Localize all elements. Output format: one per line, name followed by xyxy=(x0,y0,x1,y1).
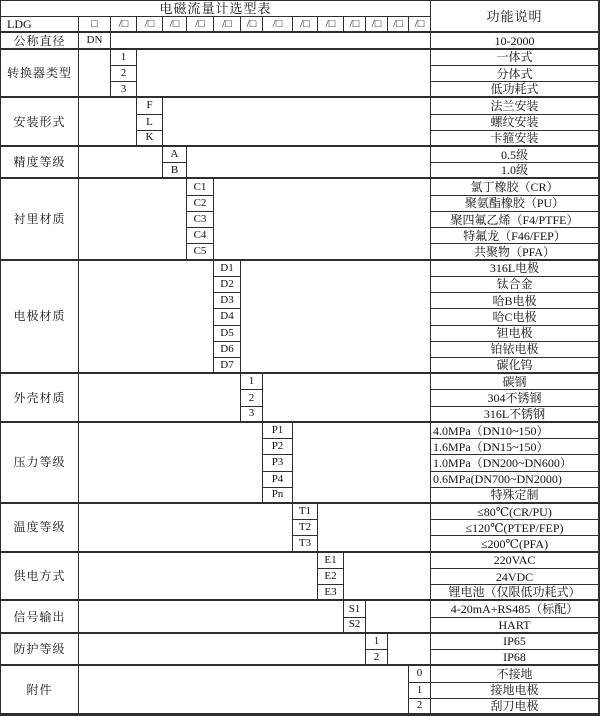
section-label: 防护等级 xyxy=(1,634,79,666)
description-cell: 不接地 xyxy=(431,666,599,682)
filler-cell xyxy=(79,147,163,179)
code-placeholder-cell: □ xyxy=(79,17,111,33)
code-cell: E2 xyxy=(318,569,344,585)
code-cell: 1 xyxy=(111,50,137,66)
description-cell: 316L电极 xyxy=(431,261,599,277)
code-cell: D5 xyxy=(214,326,241,342)
section-label: 温度等级 xyxy=(1,504,79,553)
filler-cell xyxy=(79,601,344,633)
description-cell: 一体式 xyxy=(431,50,599,66)
section-label: 压力等级 xyxy=(1,423,79,504)
description-cell: ≤80℃(CR/PU) xyxy=(431,504,599,520)
section-label: 信号输出 xyxy=(1,601,79,633)
code-cell: Pn xyxy=(263,488,293,504)
code-placeholder-cell: /□ xyxy=(293,17,318,33)
code-cell: 2 xyxy=(409,699,431,715)
code-cell: DN xyxy=(79,33,111,49)
description-cell: 特殊定制 xyxy=(431,488,599,504)
description-cell: 螺纹安装 xyxy=(431,115,599,131)
code-cell: K xyxy=(137,131,163,147)
code-cell: C1 xyxy=(187,179,214,195)
description-cell: 钛合金 xyxy=(431,277,599,293)
description-cell: 316L不锈钢 xyxy=(431,407,599,423)
code-cell: 2 xyxy=(241,390,263,406)
code-cell: 1 xyxy=(366,634,388,650)
code-cell: P3 xyxy=(263,455,293,471)
code-cell: E1 xyxy=(318,553,344,569)
code-placeholder-cell: /□ xyxy=(409,17,431,33)
code-cell: S1 xyxy=(344,601,366,617)
description-cell: 0.6MPa(DN700~DN2000) xyxy=(431,472,599,488)
code-placeholder-cell: /□ xyxy=(111,17,137,33)
description-cell: 碳钢 xyxy=(431,374,599,390)
code-placeholder-cell: /□ xyxy=(344,17,366,33)
description-cell: 接地电极 xyxy=(431,683,599,699)
description-cell: 锂电池（仅限低功耗式） xyxy=(431,585,599,601)
filler-cell xyxy=(79,553,318,602)
section-label: 电极材质 xyxy=(1,261,79,375)
code-cell: C5 xyxy=(187,244,214,260)
filler-cell xyxy=(79,374,241,423)
code-cell: 1 xyxy=(409,683,431,699)
code-cell: T3 xyxy=(293,536,318,552)
description-cell: 铂铱电极 xyxy=(431,342,599,358)
filler-cell xyxy=(366,601,431,633)
description-cell: 4.0MPa（DN10~150） xyxy=(431,423,599,439)
section-label: 衬里材质 xyxy=(1,179,79,260)
filler-cell xyxy=(293,423,431,504)
filler-cell xyxy=(163,98,431,147)
filler-cell xyxy=(79,423,263,504)
filler-cell xyxy=(79,179,187,260)
code-cell: 2 xyxy=(111,66,137,82)
filler-cell xyxy=(344,553,431,602)
filler-cell xyxy=(111,33,431,49)
section-label: 转换器类型 xyxy=(1,50,79,99)
filler-cell xyxy=(79,261,214,375)
description-cell: 钽电极 xyxy=(431,326,599,342)
code-cell: P1 xyxy=(263,423,293,439)
filler-cell xyxy=(79,98,137,147)
description-cell: ≤120℃(PTEP/FEP) xyxy=(431,520,599,536)
description-cell: IP68 xyxy=(431,650,599,666)
code-placeholder-cell: /□ xyxy=(241,17,263,33)
description-cell: 刮刀电极 xyxy=(431,699,599,715)
description-cell: 220VAC xyxy=(431,553,599,569)
filler-cell xyxy=(79,50,111,99)
code-cell: A xyxy=(163,147,187,163)
filler-cell xyxy=(137,50,431,99)
description-cell: 4-20mA+RS485（标配） xyxy=(431,601,599,617)
description-cell: 共聚物（PFA） xyxy=(431,244,599,260)
filler-cell xyxy=(79,504,293,553)
section-label: 安装形式 xyxy=(1,98,79,147)
description-cell: ≤200℃(PFA) xyxy=(431,536,599,552)
description-cell: 聚氨酯橡胶（PU） xyxy=(431,196,599,212)
code-placeholder-cell: /□ xyxy=(263,17,293,33)
code-placeholder-cell: /□ xyxy=(163,17,187,33)
description-cell: 哈C电极 xyxy=(431,309,599,325)
code-cell: E3 xyxy=(318,585,344,601)
description-cell: 卡箍安装 xyxy=(431,131,599,147)
description-cell: 1.6MPa（DN15~150） xyxy=(431,439,599,455)
description-cell: 10-2000 xyxy=(431,33,599,49)
description-cell: 24VDC xyxy=(431,569,599,585)
code-cell: S2 xyxy=(344,618,366,634)
filler-cell xyxy=(241,261,431,375)
filler-cell xyxy=(388,634,431,666)
code-cell: P4 xyxy=(263,472,293,488)
code-cell: T2 xyxy=(293,520,318,536)
description-cell: 碳化钨 xyxy=(431,358,599,374)
code-cell: D3 xyxy=(214,293,241,309)
description-cell: 1.0MPa（DN200~DN600） xyxy=(431,455,599,471)
section-label: 外壳材质 xyxy=(1,374,79,423)
description-cell: 304不锈钢 xyxy=(431,390,599,406)
section-label: 公称直径 xyxy=(1,33,79,49)
filler-cell xyxy=(318,504,431,553)
code-cell: L xyxy=(137,115,163,131)
description-cell: IP65 xyxy=(431,634,599,650)
code-placeholder-cell: /□ xyxy=(388,17,409,33)
code-placeholder-cell: /□ xyxy=(318,17,344,33)
code-cell: F xyxy=(137,98,163,114)
code-cell: 0 xyxy=(409,666,431,682)
description-cell: 1.0级 xyxy=(431,163,599,179)
filler-cell xyxy=(79,666,409,715)
filler-cell xyxy=(79,634,366,666)
code-cell: 2 xyxy=(366,650,388,666)
code-cell: P2 xyxy=(263,439,293,455)
function-column-header: 功能说明 xyxy=(431,1,599,33)
description-cell: 法兰安装 xyxy=(431,98,599,114)
description-cell: 低功耗式 xyxy=(431,82,599,98)
code-cell: C2 xyxy=(187,196,214,212)
code-cell: B xyxy=(163,163,187,179)
filler-cell xyxy=(263,374,431,423)
code-cell: D2 xyxy=(214,277,241,293)
code-cell: D7 xyxy=(214,358,241,374)
code-cell: D4 xyxy=(214,309,241,325)
code-placeholder-cell: /□ xyxy=(366,17,388,33)
description-cell: 氯丁橡胶（CR） xyxy=(431,179,599,195)
code-cell: D1 xyxy=(214,261,241,277)
code-cell: T1 xyxy=(293,504,318,520)
code-placeholder-cell: /□ xyxy=(187,17,214,33)
section-label: 附件 xyxy=(1,666,79,715)
description-cell: 分体式 xyxy=(431,66,599,82)
description-cell: HART xyxy=(431,618,599,634)
description-cell: 哈B电极 xyxy=(431,293,599,309)
code-cell: C4 xyxy=(187,228,214,244)
code-placeholder-cell: /□ xyxy=(137,17,163,33)
description-cell: 聚四氟乙烯（F4/PTFE） xyxy=(431,212,599,228)
description-cell: 特氟龙（F46/FEP） xyxy=(431,228,599,244)
code-cell: D6 xyxy=(214,342,241,358)
description-cell: 0.5级 xyxy=(431,147,599,163)
section-label: 精度等级 xyxy=(1,147,79,179)
filler-cell xyxy=(187,147,431,179)
filler-cell xyxy=(214,179,431,260)
code-cell: C3 xyxy=(187,212,214,228)
section-label: 供电方式 xyxy=(1,553,79,602)
code-cell: 3 xyxy=(111,82,137,98)
table-title: 电磁流量计选型表 xyxy=(1,1,431,17)
code-placeholder-cell: /□ xyxy=(214,17,241,33)
model-prefix: LDG xyxy=(1,17,79,33)
code-cell: 3 xyxy=(241,407,263,423)
code-cell: 1 xyxy=(241,374,263,390)
